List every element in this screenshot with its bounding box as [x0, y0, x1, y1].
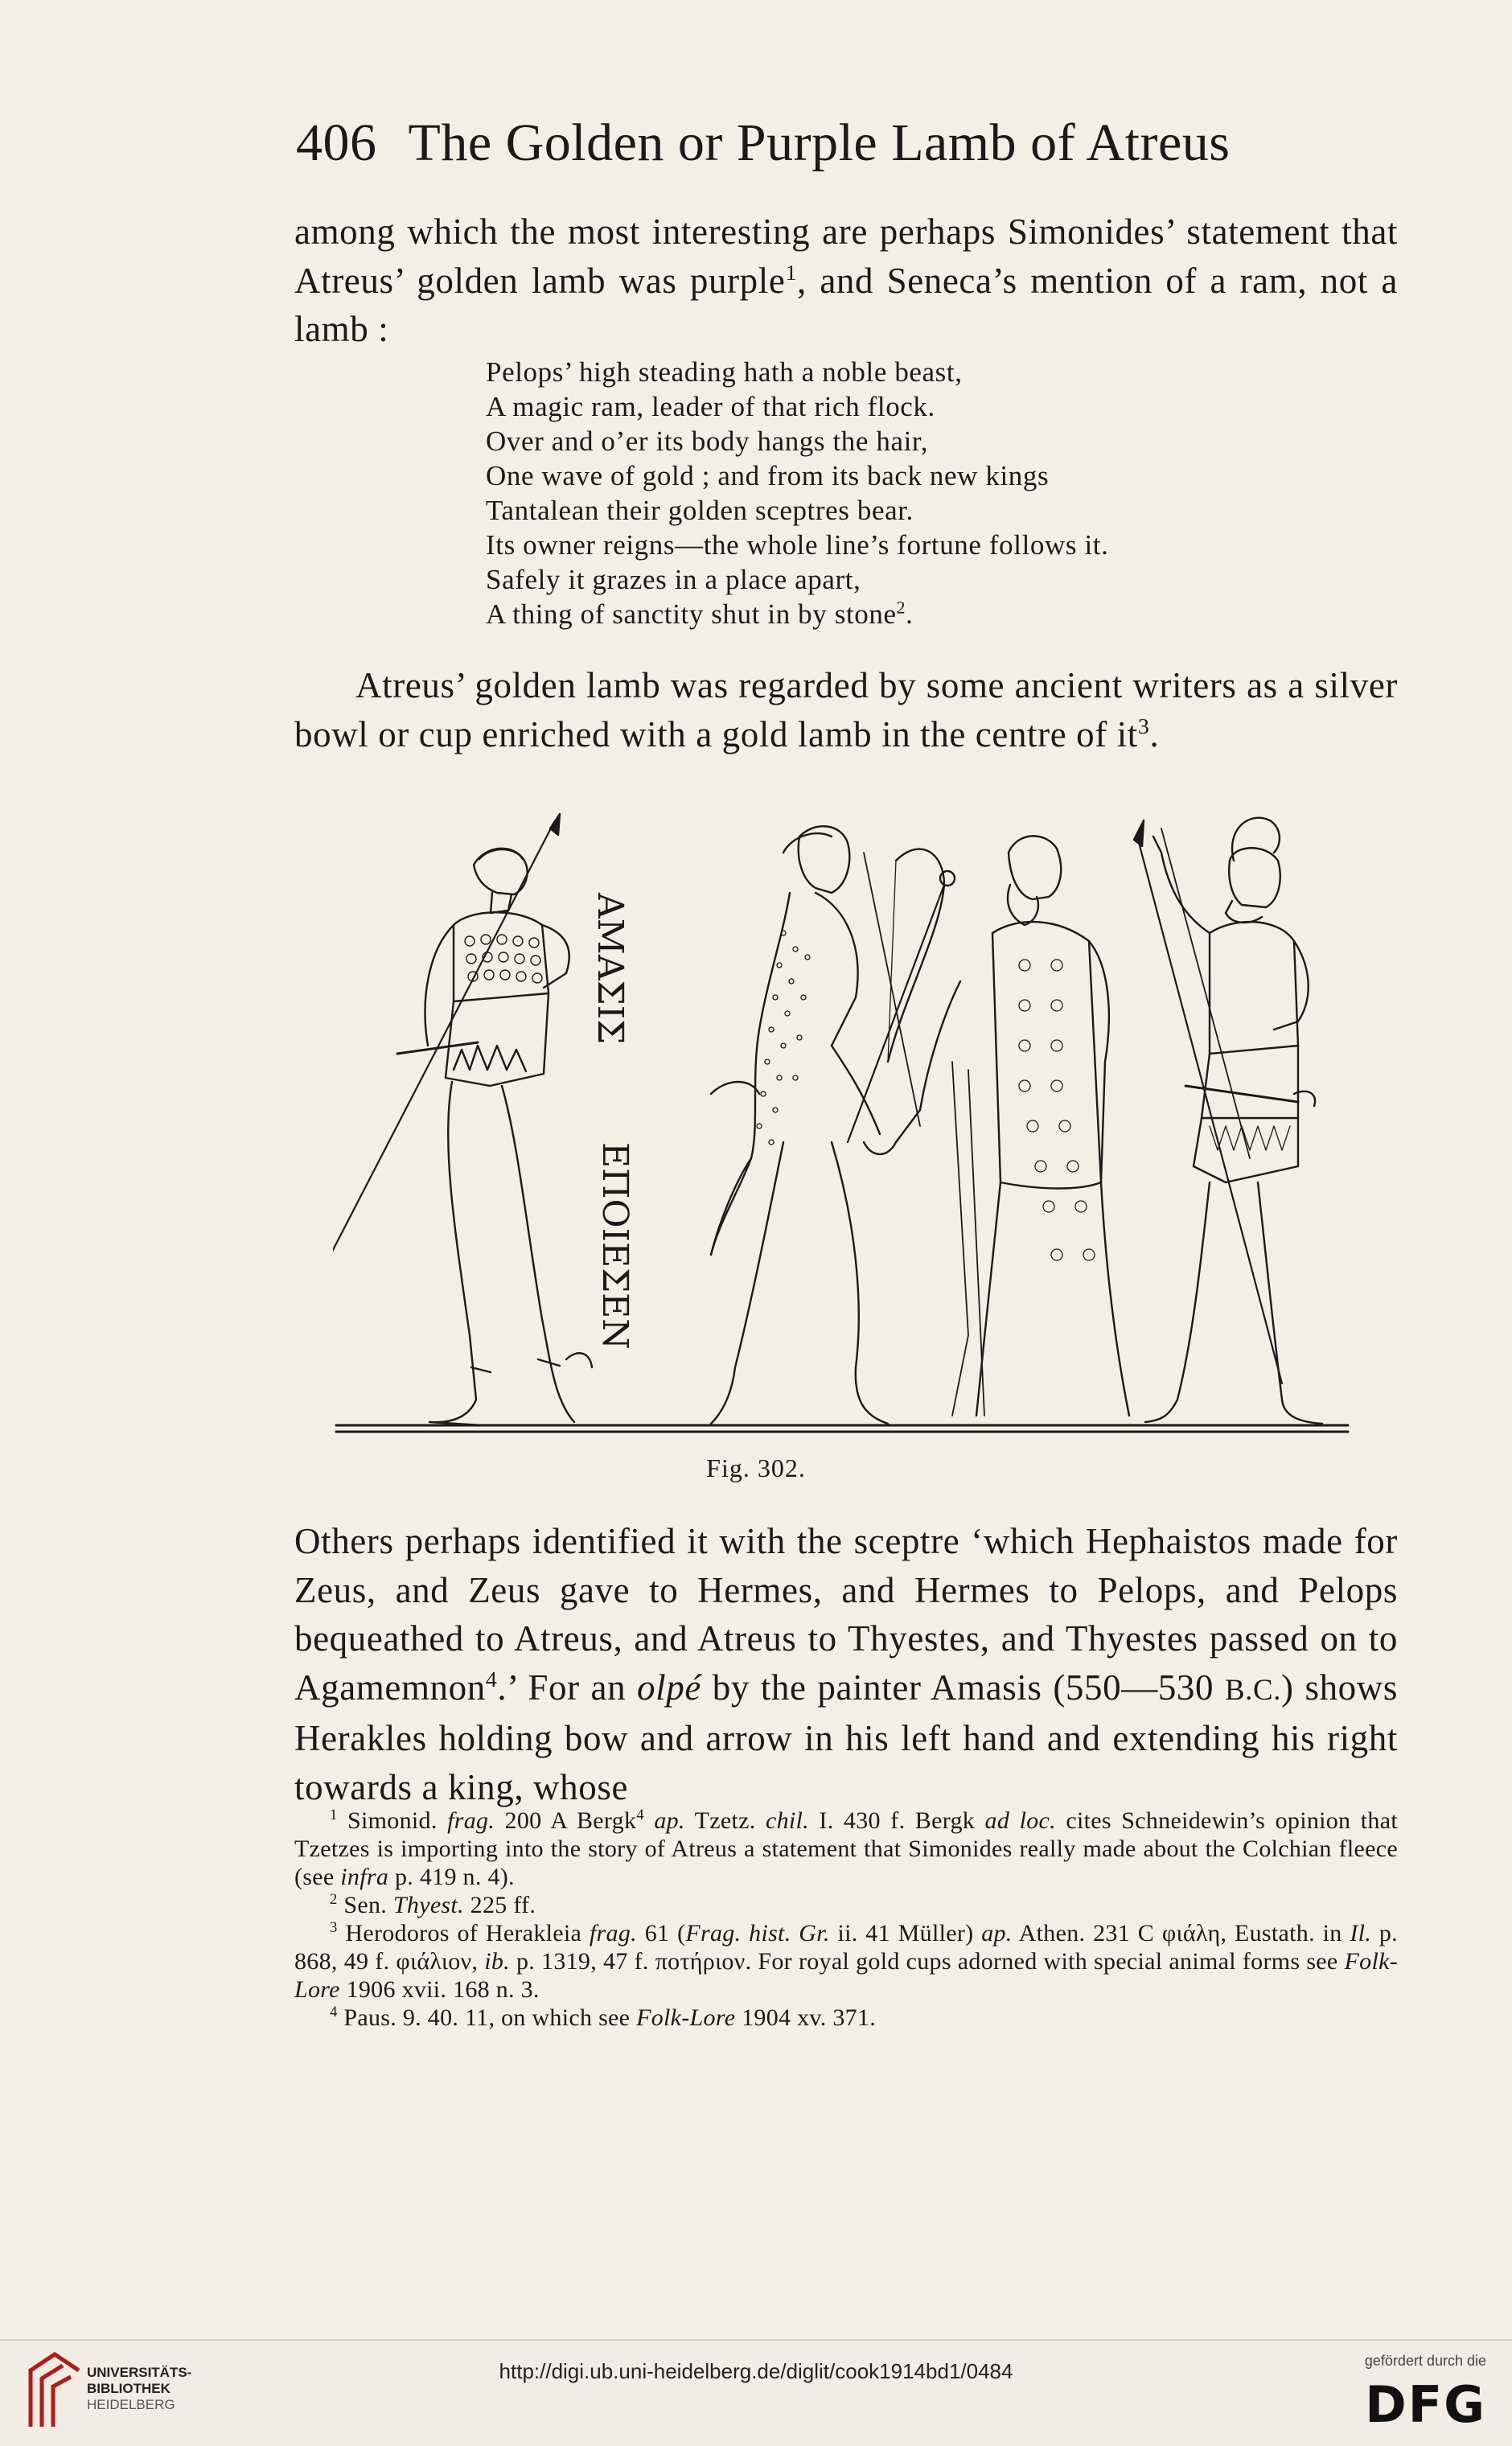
footnote-1: $^1$ Simonid. frag. 200 A Bergk$^4$ ap. Tzetz. chil. I. 430 f. Bergk ad loc. cites Schneidewin’s opinion that Tzetzes is importing into the story of Atreus a statement that Simonides really made about the Colchian fleece (see infra p. 419 n. 4).	[294, 1807, 1398, 1890]
funded-by-label: gefördert durch die	[1364, 2353, 1486, 2369]
footnote-ref-2[interactable]: 2	[896, 598, 906, 618]
footnote-ref-4[interactable]: 4	[485, 1667, 498, 1692]
page-number: 406	[296, 113, 377, 172]
running-head	[296, 113, 1406, 174]
robe-pattern	[1019, 960, 1095, 1260]
verse-line: Safely it grazes in a place apart,	[486, 564, 861, 595]
paragraph-3: Others perhaps identified it with the sceptre ‘which Hephaistos made for Zeus, and Zeus gave to Hermes, and Hermes to Pelops, and Pelops bequeathed to Atreus, and Atreus to Thyestes, and Thyestes passed on to Agamemnon$^4$.’ For an olpé by the painter Amasis (550—530 B.C.) shows Herakles holding bow and arrow in his left hand and extending his right towards a king, whose	[294, 1521, 1398, 1807]
inscription-amasis: ΑΜΑΣΙΣ	[590, 893, 631, 1045]
footer-bar	[0, 2341, 1512, 2446]
footnotes	[294, 1807, 1398, 2032]
inscription-epoiesen: ΕΠΟΙΕΣΕΝ	[594, 1142, 635, 1350]
verse-quotation	[486, 355, 1290, 631]
king-figure	[848, 836, 1129, 1416]
footnote-4: $^4$ Paus. 9. 40. 11, on which see Folk-Lore 1904 xv. 371.	[330, 2004, 877, 2031]
paragraph-2: Atreus’ golden lamb was regarded by some ancient writers as a silver bowl or cup enriched with a gold lamb in the centre of $it^3$.	[294, 665, 1398, 754]
verse-line: Pelops’ high steading hath a noble beast,	[486, 356, 963, 388]
warrior-left	[333, 814, 592, 1425]
vase-painting-figure	[333, 804, 1350, 1452]
verse-line: Its owner reigns—the whole line’s fortune follows it.	[486, 529, 1109, 561]
figure-caption: Fig. 302.	[706, 1453, 806, 1482]
warrior-right	[1134, 818, 1322, 1424]
verse-line: A magic ram, leader of that rich flock.	[486, 391, 935, 422]
ground-line	[336, 1425, 1348, 1432]
verse-line: Tantalean their golden sceptres bear.	[486, 495, 914, 526]
verse-line: Over and o’er its body hangs the hair,	[486, 425, 929, 457]
footnote-2: $^2$ Sen. Thyest. 225 ff.	[330, 1891, 536, 1918]
digital-library-url[interactable]: http://digi.ub.uni-heidelberg.de/diglit/cook1914bd1/0484	[499, 2359, 1013, 2383]
university-library-name: UNIVERSITÄTS- BIBLIOTHEK HEIDELBERG	[87, 2365, 192, 2412]
verse-line-last: A thing of sanctity shut in by stone$^2$.	[486, 598, 914, 630]
chapter-title: The Golden or Purple Lamb of Atreus	[408, 113, 1231, 172]
footnote-ref-3[interactable]: 3	[1137, 713, 1150, 739]
paragraph-1: among which the most interesting are perhaps Simonides’ statement that Atreus’ golden lamb was purple$^1$, and Seneca’s mention of a ram, not a lamb :	[294, 212, 1398, 349]
lion-skin-pattern	[757, 931, 810, 1145]
verse-line: One wave of gold ; and from its back new kings	[486, 460, 1050, 491]
footnote-ref-1[interactable]: 1	[785, 260, 798, 286]
dfg-logo: DFG	[1365, 2375, 1486, 2434]
footnote-3: $^3$ Herodoros of Herakleia frag. 61 (Frag. hist. Gr. ii. 41 Müller) ap. Athen. 231 C φιάλη, Eustath. in Il. p. 868, 49 f. φιάλιον, ib. p. 1319, 47 f. ποτήριον. For royal gold cups adorned with special animal forms see Folk-Lore 1906 xvii. 168 n. 3.	[294, 1919, 1398, 2003]
